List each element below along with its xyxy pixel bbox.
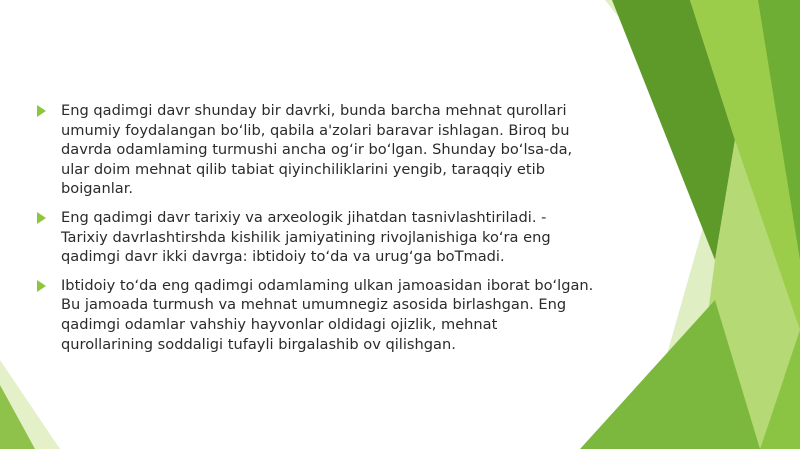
triangle-bullet-icon (37, 212, 46, 224)
bullet-item (34, 101, 594, 199)
bullet-item (34, 208, 594, 267)
bullet-item (34, 276, 594, 354)
bullet-text: Eng qadimgi davr tarixiy va arxeologik jihatdan tasnivlashtiriladi. - Tarixiy davrlashtirshda kishilik jamiyatining rivojlanishiga koʻra eng qadimgi davr ikki davrga: ibtidoiy toʻda va urugʻga boTmadi. (61, 208, 551, 266)
bullet-text: Eng qadimgi davr shunday bir davrki, bunda barcha mehnat qurollari umumiy foydalangan boʻlib, qabila a'zolari baravar ishlagan. Biroq bu davrda odamlaming turmushi ancha ogʻir boʻlgan. Shunday boʻlsa-da, ular doim mehnat qilib tabiat qiyinchiliklarini yengib, taraqqiy etib boiganlar. (61, 102, 573, 198)
triangle-bullet-icon (37, 280, 46, 292)
triangle-bullet-icon (37, 105, 46, 117)
bullet-text: Ibtidoiy toʻda eng qadimgi odamlaming ulkan jamoasidan iborat boʻlgan. Bu jamoada turmush va mehnat umumnegiz asosida birlashgan. Eng qadimgi odamlar vahshiy hayvonlar oldidagi ojizlik, mehnat qurollarining soddaligi tufayli birgalashib ov qilishgan. (61, 276, 594, 353)
bullet-list (34, 101, 594, 363)
